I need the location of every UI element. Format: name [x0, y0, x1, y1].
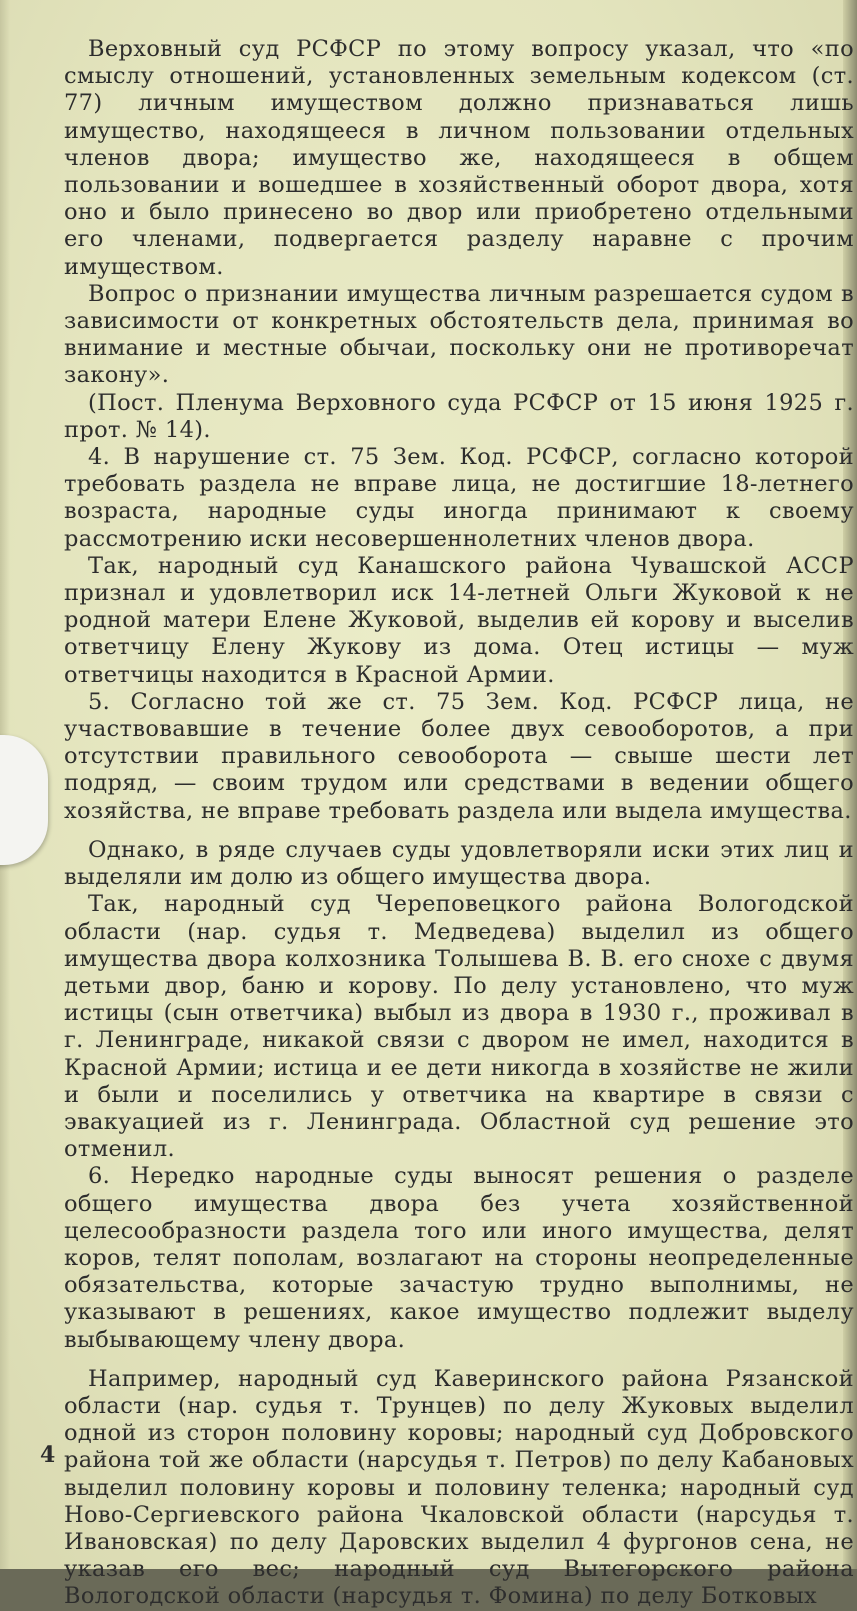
paper-clip [0, 735, 48, 865]
paragraph-item-5: 5. Согласно той же ст. 75 Зем. Код. РСФСР лица, не участвовавшие в течение более двух севооборотов, а при отсутствии правильного севооборота — свыше шести лет подряд, — своим трудом или средствами в ведении общего хозяйства, не вправе требовать раздела или выдела имущества. [64, 688, 854, 824]
paragraph-supreme-court-ruling: Верховный суд РСФСР по этому вопросу указал, что «по смыслу отношений, установленных земельным кодексом (ст. 77) личным имуществом должно признаваться лишь имущество, находящееся в личном пользовании отдельных членов двора; имущество же, находящееся в общем пользовании и вошедшее в хозяйственный оборот двора, хотя оно и было принесено во двор или приобретено отдельными его членами, подвергается разделу наравне с прочим имуществом. [64, 36, 854, 280]
page-text [64, 36, 854, 1611]
paragraph-examples: Например, народный суд Каверинского района Рязанской области (нар. судья т. Трунцев) по делу Жуковых выделил одной из сторон половину коровы; народный суд Добровского района той же области (нарсудья т. Петров) по делу Кабановых выделил половину коровы и половину теленка; народный суд Ново-Сергиевского района Чкаловской области (нарсудья т. Ивановская) по делу Даровских выделил 4 фургонов сена, не указав его вес; народный суд Вытегорского района Вологодской области (нарсудья т. Фомина) по делу Ботковых [64, 1365, 854, 1610]
page-number: 4 [40, 1442, 56, 1468]
paragraph-item-4: 4. В нарушение ст. 75 Зем. Код. РСФСР, согласно которой требовать раздела не вправе лица, не достигшие 18-летнего возраста, народные суды иногда принимают к своему рассмотрению иски несовершеннолетних членов двора. [64, 444, 854, 552]
paragraph-kanash-case: Так, народный суд Канашского района Чувашской АССР признал и удовлетворил иск 14-летней Ольги Жуковой к не родной матери Елене Жуковой, выделив ей корову и выселив ответчицу Елену Жукову из дома. Отец истицы — муж ответчицы находится в Красной Армии. [64, 552, 854, 688]
paragraph-item-6: 6. Нередко народные суды выносят решения о разделе общего имущества двора без учета хозяйственной целесообразности раздела того или иного имущества, делят коров, телят пополам, возлагают на стороны неопределенные обязательства, которые зачастую трудно выполнимы, не указывают в решениях, какое имущество подлежит выделу выбывающему члену двора. [64, 1163, 854, 1353]
paragraph-however: Однако, в ряде случаев суды удовлетворяли иски этих лиц и выделяли им долю из общего имущества двора. [64, 836, 854, 891]
paragraph-personal-property: Вопрос о признании имущества личным разрешается судом в зависимости от конкретных обстоятельств дела, принимая во внимание и местные обычаи, поскольку они не противоречат закону». [64, 280, 854, 389]
paragraph-cherepovets-case: Так, народный суд Череповецкого района Вологодской области (нар. судья т. Медведева) выделил из общего имущества двора колхозника Толышева В. В. его снохе с двумя детьми двор, баню и корову. По делу установлено, что муж истицы (сын ответчика) выбыл из двора в 1930 г., проживал в г. Ленинграде, никакой связи с двором не имел, находится в Красной Армии; истица и ее дети никогда в хозяйстве не жили и были и поселились у ответчика на квартире в связи с эвакуацией из г. Ленинграда. Областной суд решение это отменил. [64, 891, 854, 1163]
paragraph-plenum-citation: (Пост. Пленума Верховного суда РСФСР от 15 июня 1925 г. прот. № 14). [64, 389, 854, 443]
